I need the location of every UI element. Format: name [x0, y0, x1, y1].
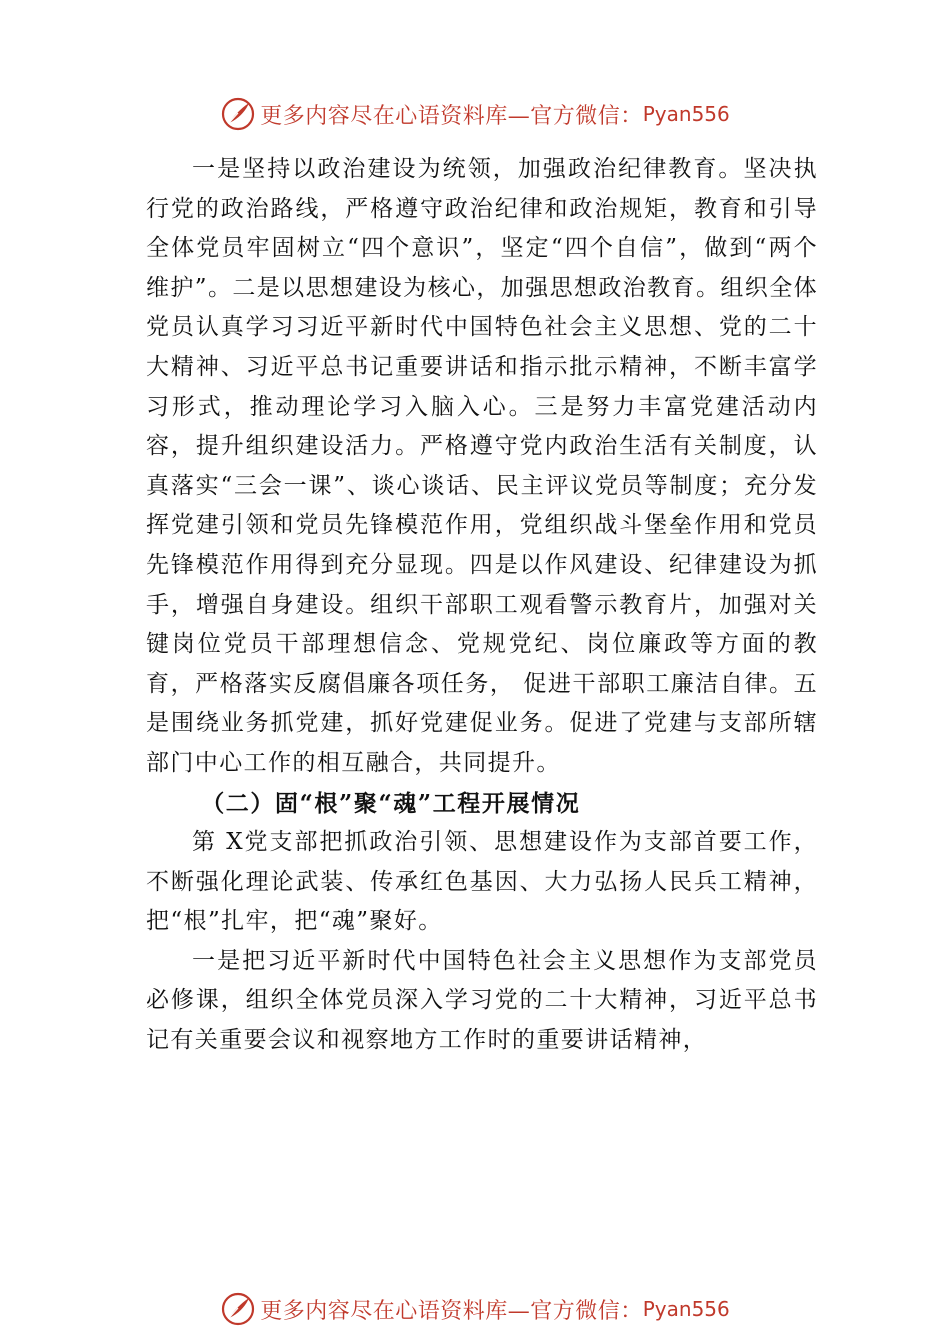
- header-wechat-id: Pyan556: [642, 102, 730, 126]
- paragraph-party-building-measures: 一是坚持以政治建设为统领，加强政治纪律教育。坚决执行党的政治路线，严格遵守政治纪律和政治规矩，教育和引导全体党员牢固树立“四个意识”，坚定“四个自信”，做到“两个维护”。二是以思想建设为核心，加强思想政治教育。组织全体党员认真学习习近平新时代中国特色社会主义思想、党的二十大精神、习近平总书记重要讲话和指示批示精神，不断丰富学习形式，推动理论学习入脑入心。三是努力丰富党建活动内容，提升组织建设活力。严格遵守党内政治生活有关制度，认真落实“三会一课”、谈心谈话、民主评议党员等制度；充分发挥党建引领和党员先锋模范作用，党组织战斗堡垒作用和党员先锋模范作用得到充分显现。四是以作风建设、纪律建设为抓手，增强自身建设。组织干部职工观看警示教育片，加强对关键岗位党员干部理想信念、党规党纪、岗位廉政等方面的教育，严格落实反腐倡廉各项任务， 促进干部职工廉洁自律。五是围绕业务抓党建，抓好党建促业务。促进了党建与支部所辖部门中心工作的相互融合，共同提升。: [146, 156, 818, 776]
- header-banner-text: 更多内容尽在心语资料库—官方微信：: [260, 103, 643, 129]
- paragraph-branch-overview: 第 X党支部把抓政治引领、思想建设作为支部首要工作，不断强化理论武装、传承红色基因、大力弘扬人民兵工精神，把“根”扎牢，把“魂”聚好。: [146, 829, 818, 935]
- quill-logo-icon: [220, 1291, 256, 1327]
- paragraph-study-requirement: 一是把习近平新时代中国特色社会主义思想作为支部党员必修课，组织全体党员深入学习党的二十大精神，习近平总书记有关重要会议和视察地方工作时的重要讲话精神，: [146, 947, 818, 1054]
- section-heading-root-soul-project: （二）固“根”聚“魂”工程开展情况: [201, 789, 581, 817]
- document-body: [146, 150, 818, 1061]
- quill-logo-icon: [220, 96, 256, 132]
- footer-banner-text: 更多内容尽在心语资料库—官方微信：: [260, 1298, 643, 1324]
- footer-wechat-id: Pyan556: [642, 1297, 730, 1321]
- footer-watermark-banner: [0, 1287, 950, 1331]
- header-watermark-banner: [0, 92, 950, 136]
